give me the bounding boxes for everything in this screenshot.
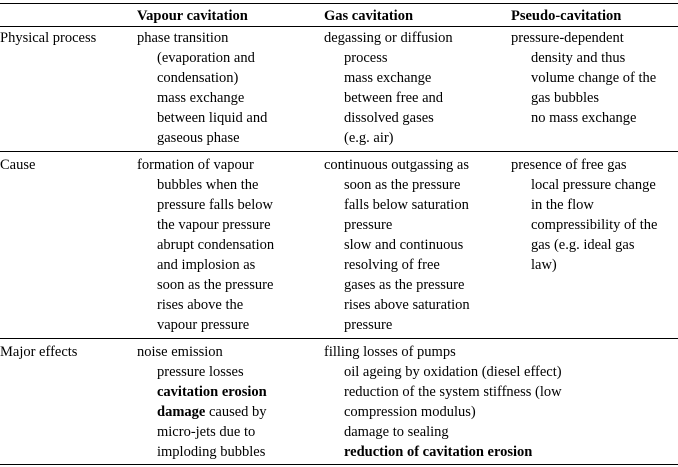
cell-text: abrupt condensation	[157, 237, 275, 253]
cell-text: pressure	[344, 217, 393, 233]
cell-text: pressure losses	[157, 364, 244, 380]
cell-text: vapour pressure	[157, 317, 250, 333]
cell-text: pressure-dependent	[511, 30, 624, 46]
cell-text: bubbles when the	[157, 177, 259, 193]
cell-text: filling losses of pumps	[324, 344, 456, 360]
cell-text: phase transition	[137, 30, 229, 46]
cell-text: slow and continuous	[344, 237, 464, 253]
top-rule	[0, 3, 678, 4]
bottom-rule	[0, 464, 678, 465]
cell-text: (evaporation and	[157, 50, 255, 66]
cell-text: (e.g. air)	[344, 130, 394, 146]
cell-text-bold: reduction of cavitation erosion	[344, 444, 533, 460]
cell-text: formation of vapour	[137, 157, 254, 173]
cell-text: micro-jets due to	[157, 424, 256, 440]
cell-text: mass exchange	[157, 90, 245, 106]
cell-text: in the flow	[531, 197, 594, 213]
cell-text: volume change of the	[531, 70, 657, 86]
cell-text: degassing or diffusion	[324, 30, 453, 46]
cell-text: pressure falls below	[157, 197, 273, 213]
cell-text-mixed	[157, 402, 267, 422]
row-divider-2	[0, 338, 678, 339]
cell-text: between free and	[344, 90, 444, 106]
cell-text: dissolved gases	[344, 110, 434, 126]
cell-text: process	[344, 50, 388, 66]
cell-text: gases as the pressure	[344, 277, 465, 293]
cell-text: gas (e.g. ideal gas	[531, 237, 635, 253]
cell-text: oil ageing by oxidation (diesel effect)	[344, 364, 562, 380]
header-gas-cavitation: Gas cavitation	[324, 8, 414, 24]
cell-text: rises above the	[157, 297, 244, 313]
cell-text: falls below saturation	[344, 197, 469, 213]
header-pseudo-cavitation: Pseudo-cavitation	[511, 8, 622, 24]
cell-text: mass exchange	[344, 70, 432, 86]
cell-text: reduction of the system stiffness (low	[344, 384, 562, 400]
cell-text: imploding bubbles	[157, 444, 266, 460]
bold-fragment: damage	[157, 404, 206, 420]
cell-text: and implosion as	[157, 257, 256, 273]
cell-text: law)	[531, 257, 557, 273]
cell-text-bold: cavitation erosion	[157, 384, 267, 400]
cell-text: no mass exchange	[531, 110, 637, 126]
cell-text: soon as the pressure	[344, 177, 461, 193]
cell-text: the vapour pressure	[157, 217, 271, 233]
row-label-physical-process: Physical process	[0, 30, 97, 46]
cell-text: soon as the pressure	[157, 277, 274, 293]
cell-text: damage to sealing	[344, 424, 449, 440]
cell-text: between liquid and	[157, 110, 268, 126]
cell-text: rises above saturation	[344, 297, 470, 313]
cell-text: condensation)	[157, 70, 239, 86]
cell-text: continuous outgassing as	[324, 157, 469, 173]
cell-text: density and thus	[531, 50, 626, 66]
cell-text: resolving of free	[344, 257, 440, 273]
cell-text: compressibility of the	[531, 217, 658, 233]
cell-text: gaseous phase	[157, 130, 240, 146]
cell-text: local pressure change	[531, 177, 656, 193]
cell-text: noise emission	[137, 344, 223, 360]
cell-text: gas bubbles	[531, 90, 600, 106]
row-label-cause: Cause	[0, 157, 36, 173]
cell-text: compression modulus)	[344, 404, 476, 420]
row-divider-1	[0, 151, 678, 152]
row-label-major-effects: Major effects	[0, 344, 78, 360]
header-vapour-cavitation: Vapour cavitation	[137, 8, 248, 24]
cell-text: presence of free gas	[511, 157, 627, 173]
cell-text: pressure	[344, 317, 393, 333]
header-rule	[0, 26, 678, 27]
plain-fragment: caused by	[208, 404, 267, 420]
